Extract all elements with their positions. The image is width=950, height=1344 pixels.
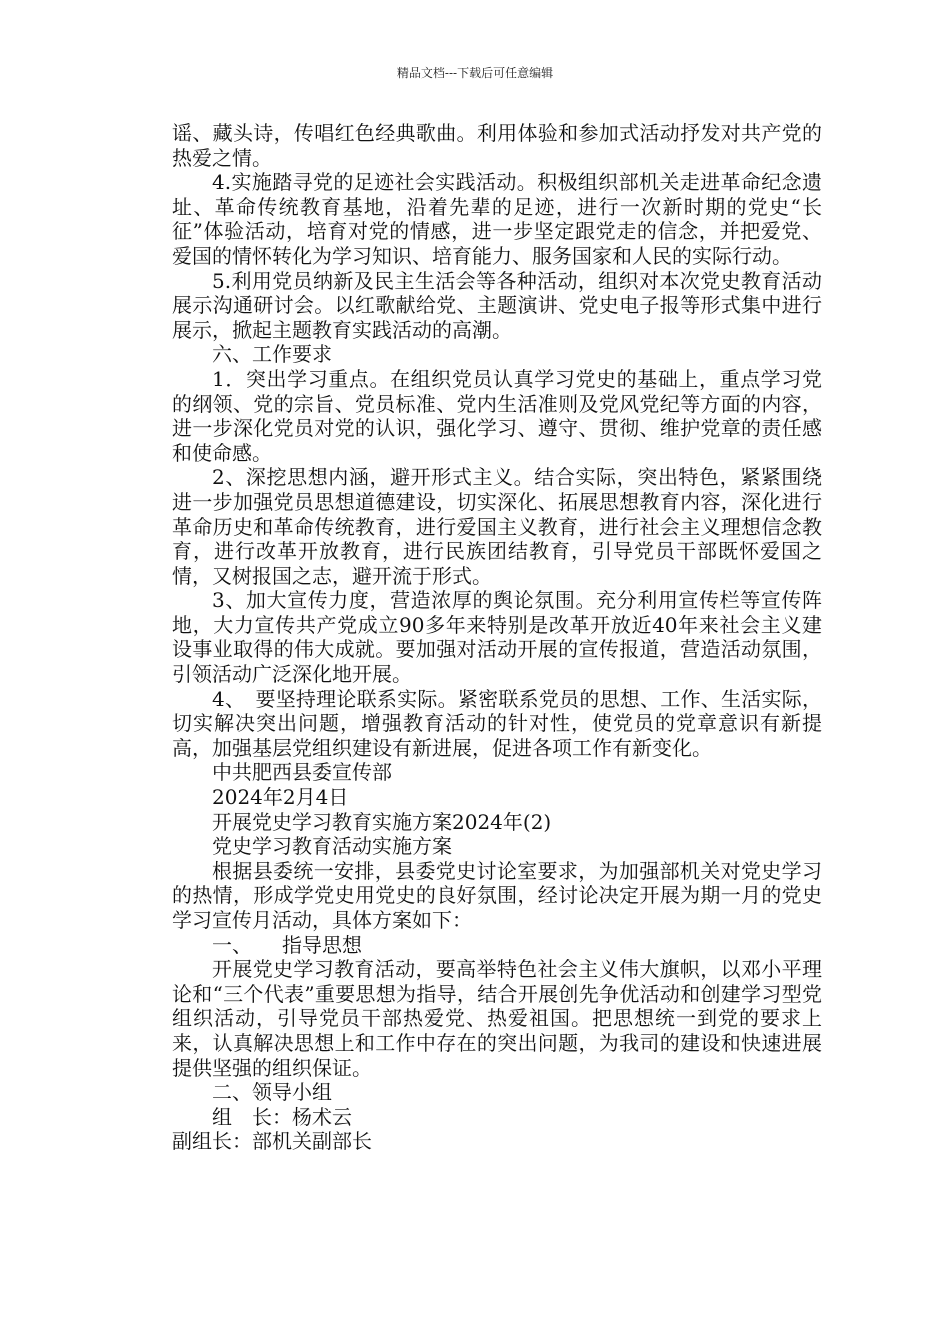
- section-heading: 六、工作要求: [212, 342, 332, 367]
- paragraph: 3、加大宣传力度，营造浓厚的舆论氛围。充分利用宣传栏等宣传阵地，大力宣传共产党成立90多年来特别是改革开放近40年来社会主义建设事业取得的伟大成就。要加强对活动开展的宣传报道，营造活动氛围，引领活动广泛深化地开展。: [172, 588, 822, 687]
- document-subtitle: 党史学习教育活动实施方案: [212, 834, 452, 859]
- section-heading: 一、 指导思想: [212, 932, 362, 957]
- signature-org: 中共肥西县委宣传部: [212, 760, 392, 785]
- deputy-leader-line: 副组长：部机关副部长: [172, 1129, 372, 1154]
- document-title: 开展党史学习教育实施方案2024年(2): [212, 809, 552, 834]
- page-header: 精品文档---下载后可任意编辑: [396, 66, 554, 80]
- paragraph: 4、 要坚持理论联系实际。紧密联系党员的思想、工作、生活实际，切实解决突出问题，增强教育活动的针对性，使党员的党章意识有新提高，加强基层党组织建设有新进展，促进各项工作有新变化。: [172, 686, 822, 760]
- signature-date: 2024年2月4日: [212, 785, 349, 810]
- paragraph: 4.实施踏寻党的足迹社会实践活动。积极组织部机关走进革命纪念遗址、革命传统教育基地，沿着先辈的足迹，进行一次新时期的党史“长征”体验活动，培育对党的情感，进一步坚定跟党走的信念，并把爱党、爱国的情怀转化为学习知识、培育能力、服务国家和人民的实际行动。: [172, 170, 822, 268]
- section-heading: 二、领导小组: [212, 1080, 332, 1105]
- paragraph: 谣、藏头诗，传唱红色经典歌曲。利用体验和参加式活动抒发对共产党的热爱之情。: [172, 121, 822, 170]
- leader-line: 组 长：杨术云: [212, 1104, 352, 1129]
- document-body: [172, 121, 822, 1154]
- paragraph: 5.利用党员纳新及民主生活会等各种活动，组织对本次党史教育活动展示沟通研讨会。以红歌献给党、主题演讲、党史电子报等形式集中进行展示，掀起主题教育实践活动的高潮。: [172, 268, 822, 342]
- paragraph: 2、深挖思想内涵，避开形式主义。结合实际，突出特色，紧紧围绕进一步加强党员思想道德建设，切实深化、拓展思想教育内容，深化进行革命历史和革命传统教育，进行爱国主义教育，进行社会主义理想信念教育，进行改革开放教育，进行民族团结教育，引导党员干部既怀爱国之情，又树报国之志，避开流于形式。: [172, 465, 822, 588]
- paragraph: 1．突出学习重点。在组织党员认真学习党史的基础上，重点学习党的纲领、党的宗旨、党员标准、党内生活准则及党风党纪等方面的内容，进一步深化党员对党的认识，强化学习、遵守、贯彻、维护党章的责任感和使命感。: [172, 366, 822, 465]
- paragraph: 开展党史学习教育活动，要高举特色社会主义伟大旗帜，以邓小平理论和“三个代表”重要思想为指导，结合开展创先争优活动和创建学习型党组织活动，引导党员干部热爱党、热爱祖国。把思想统一到党的要求上来，认真解决思想上和工作中存在的突出问题，为我司的建设和快速进展提供坚强的组织保证。: [172, 957, 822, 1080]
- paragraph: 根据县委统一安排，县委党史讨论室要求，为加强部机关对党史学习的热情，形成学党史用党史的良好氛围，经讨论决定开展为期一月的党史学习宣传月活动，具体方案如下：: [172, 858, 822, 932]
